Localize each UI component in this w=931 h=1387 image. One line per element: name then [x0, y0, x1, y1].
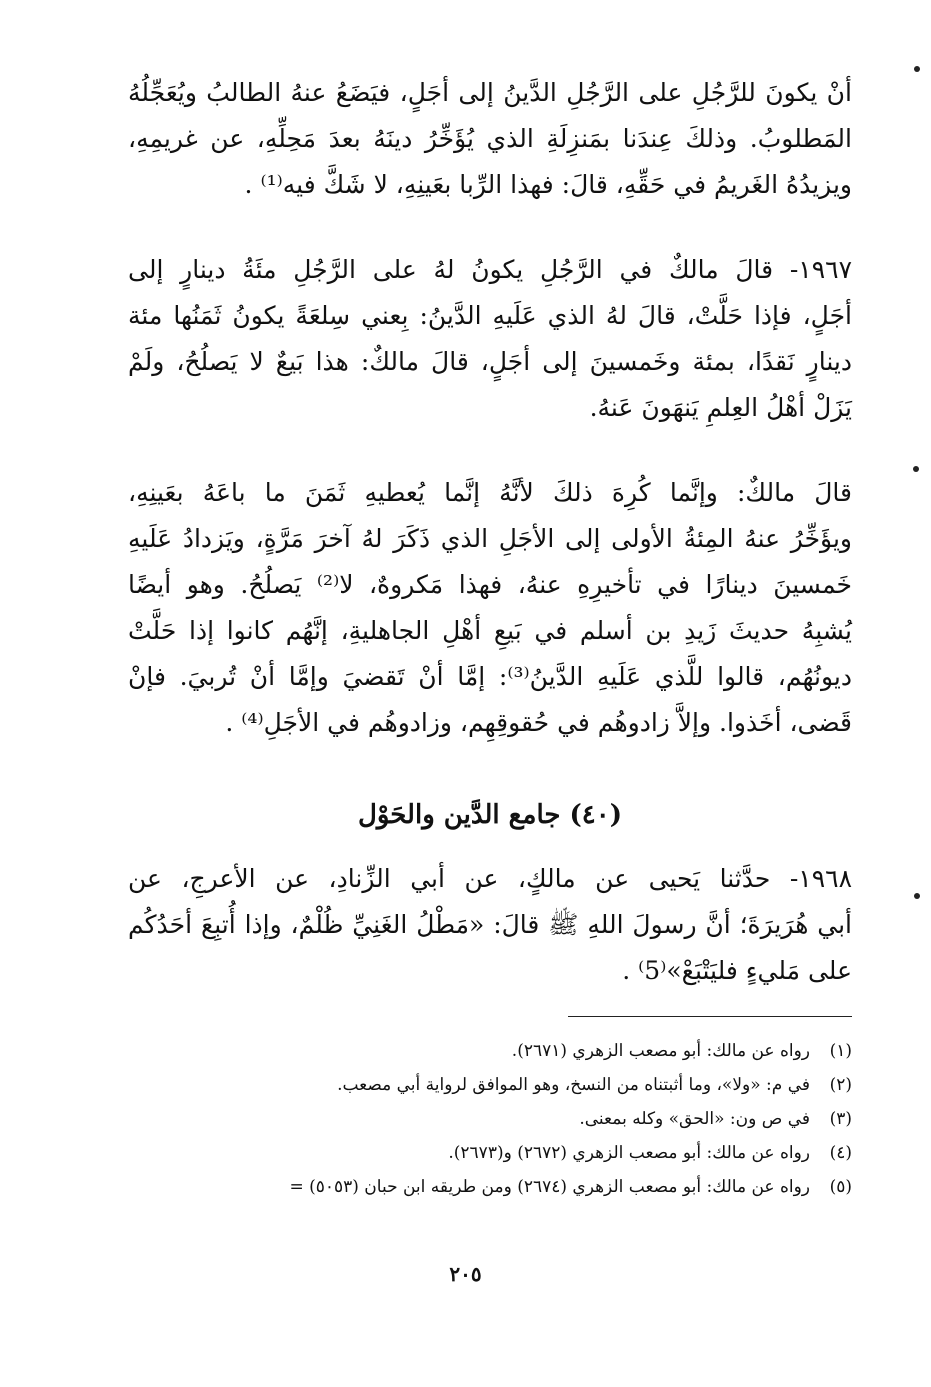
footnote-divider [568, 1016, 852, 1017]
text-line: أجَلٍ، فإذا حَلَّتْ، قالَ لهُ الذي عَلَيهِ الدَّينُ: بِعني سِلعَةً يكونُ ثَمَنُها مئة [128, 301, 852, 330]
footnotes [128, 1034, 852, 1204]
text-line: المَطلوبُ. وذلكَ عِندَنا بمَنزِلَةِ الذي يُؤَخِّرُ دينَهُ بعدَ مَحِلِّهِ، عن غريمِهِ، [128, 124, 852, 153]
footnote [128, 1068, 852, 1102]
footnote-number: (٥) [829, 1177, 852, 1197]
text-line: ويزيدُهُ الغَريمُ في حَقِّهِ، قالَ: فهذا الرِّبا بعَينِهِ، لا شَكَّ فيه⁽¹⁾ . [244, 170, 852, 199]
text-line: ١٩٦٨- حدَّثنا يَحيى عن مالكٍ، عن أبي الزِّنادِ، عن الأعرجِ، عن [128, 864, 852, 893]
scan-speck [914, 893, 920, 899]
text-line: ويؤَخِّرُ عنهُ المِئةُ الأولى إلى الأجَلِ الذي ذَكَرَ لهُ آخرَ مَرَّةٍ، ويَزدادُ عَلَيهِ [128, 524, 852, 553]
footnote-text: رواه عن مالك: أبو مصعب الزهري (٢٦٧١). [511, 1041, 810, 1061]
text-line: أنْ يكونَ للرَّجُلِ على الرَّجُلِ الدَّينُ إلى أجَلٍ، فيَضَعُ عنهُ الطالبُ ويُعَجِّلُهُ [128, 78, 852, 107]
text-line: على مَليءٍ فليَتْبَعْ»⁽5⁾ . [622, 956, 852, 985]
text-line: ديونُهُم، قالوا للَّذي عَلَيهِ الدَّينُ⁽³⁾: إمَّا أنْ تَقضيَ وإمَّا أنْ تُربيَ. فإنْ [128, 662, 852, 691]
text-line: قَضى، أخَذوا. وإلاَّ زادوهُم في حُقوقِهِم، وزادوهُم في الأجَلِ⁽⁴⁾ . [225, 708, 852, 737]
section-heading: (٤٠) جامع الدَّين والحَوْل [357, 800, 623, 830]
footnote [128, 1170, 852, 1204]
footnote-text: رواه عن مالك: أبو مصعب الزهري (٢٦٧٢) و(٢٦٧٣). [448, 1143, 810, 1163]
footnote-text: رواه عن مالك: أبو مصعب الزهري (٢٦٧٤) ومن طريقه ابن حبان (٥٠٥٣) = [289, 1177, 810, 1197]
text-line: يَزَلْ أهْلُ العِلمِ يَنهَونَ عَنهُ. [589, 393, 852, 422]
text-line: دينارٍ نَقدًا، بمئة وخَمسينَ إلى أجَلٍ، قالَ مالكٌ: هذا بَيعٌ لا يَصلُحُ، ولَمْ [128, 347, 852, 376]
paragraph-malik-explanation [128, 470, 852, 746]
footnote [128, 1034, 852, 1068]
paragraph-1968 [128, 856, 852, 994]
text-line: أبي هُرَيرَةَ؛ أنَّ رسولَ اللهِ ﷺ قالَ: «مَطْلُ الغَنِيِّ ظُلْمٌ، وإذا أُتبِعَ أحَدُكُم [128, 910, 852, 939]
text-line: ١٩٦٧- قالَ مالكٌ في الرَّجُلِ يكونُ لهُ على الرَّجُلِ مئَةُ دينارٍ إلى [128, 255, 852, 284]
footnote-text: في ص ون: «الحق» وكله بمعنى. [579, 1109, 810, 1129]
scan-speck [913, 466, 919, 472]
text-line: قالَ مالكٌ: وإنَّما كُرِهَ ذلكَ لأنَّهُ إنَّما يُعطيهِ ثَمَنَ ما باعَهُ بعَينِهِ، [128, 478, 852, 507]
text-line: يُشبِهُ حديثَ زَيدِ بن أسلم في بَيعِ أهْلِ الجاهليةِ، إنَّهُم كانوا إذا حَلَّتْ [128, 616, 852, 645]
footnote-number: (٤) [829, 1143, 852, 1163]
paragraph-1 [128, 70, 852, 208]
paragraph-1967 [128, 247, 852, 431]
footnote [128, 1102, 852, 1136]
scan-speck [914, 66, 920, 72]
text-line: خَمسينَ دينارًا في تأخيرِهِ عنهُ، فهذا مَكروهٌ، لا⁽²⁾ يَصلُحُ. وهو أيضًا [128, 570, 852, 599]
footnote [128, 1136, 852, 1170]
page-number: ٢٠٥ [449, 1262, 482, 1286]
footnote-number: (٢) [829, 1075, 852, 1095]
footnote-number: (١) [829, 1041, 852, 1061]
footnote-number: (٣) [829, 1109, 852, 1129]
footnote-text: في م: «ولا»، وما أثبتناه من النسخ، وهو الموافق لرواية أبي مصعب. [337, 1075, 810, 1095]
